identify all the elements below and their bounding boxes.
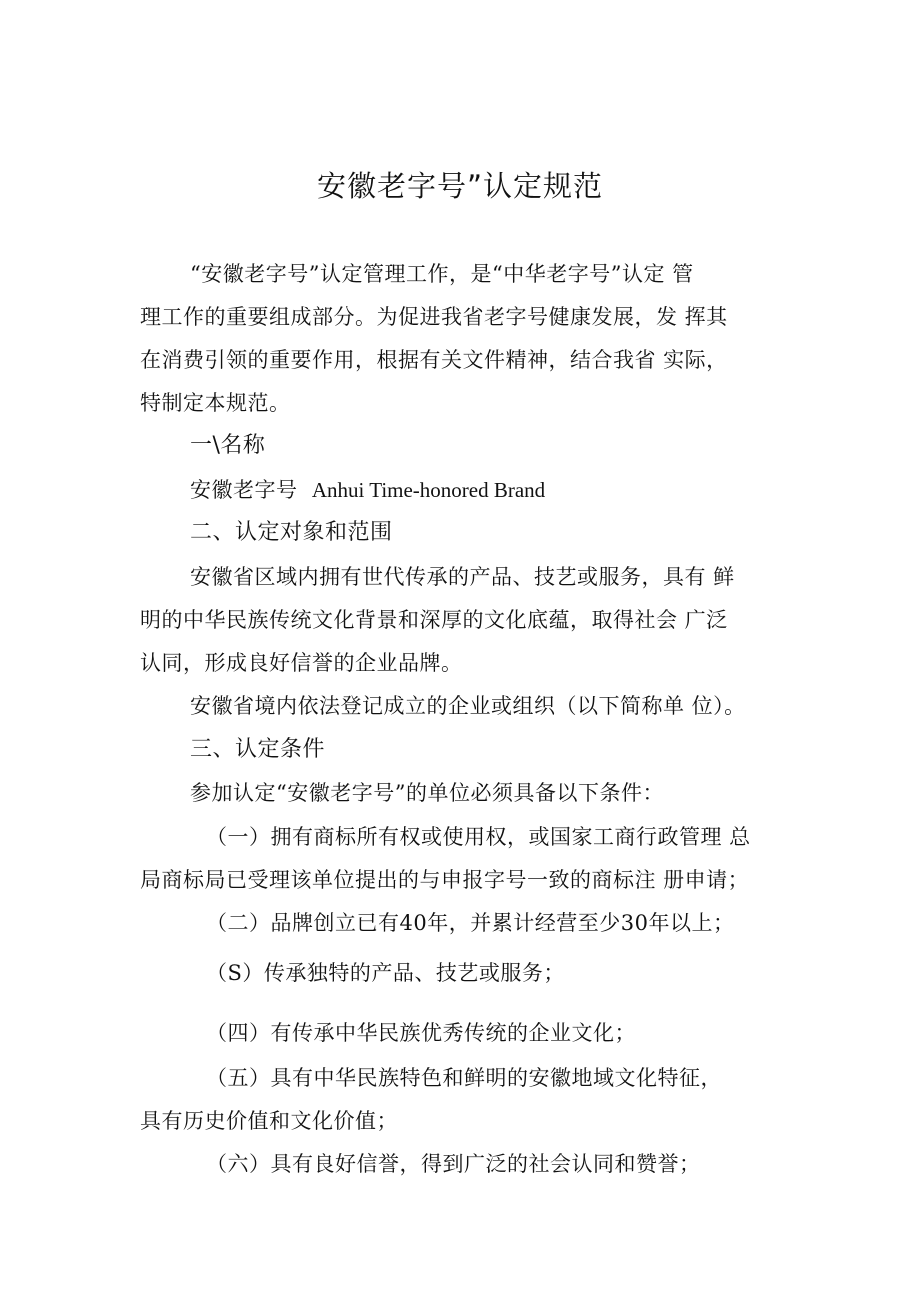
condition-3: （S）传承独特的产品、技艺或服务； — [206, 961, 565, 985]
section-2-heading: 二、认定对象和范围 — [190, 520, 393, 545]
intro-line-3: 在消费引领的重要作用，根据有关文件精神，结合我省 实际， — [140, 348, 728, 372]
condition-1-line-2: 局商标局已受理该单位提出的与申报字号一致的商标注 册申请； — [140, 868, 750, 892]
scope-line-3: 认同，形成良好信誉的企业品牌。 — [140, 651, 463, 675]
intro-line-2: 理工作的重要组成部分。为促进我省老字号健康发展，发 挥其 — [140, 305, 728, 329]
brand-name-cn: 安徽老字号 — [190, 478, 298, 502]
condition-1-line-1: （一）拥有商标所有权或使用权，或国家工商行政管理 总 — [206, 825, 751, 849]
intro-line-4: 特制定本规范。 — [140, 391, 291, 415]
conditions-lead: 参加认定“安徽老字号”的单位必须具备以下条件： — [190, 781, 664, 805]
document-title: 安徽老字号”认定规范 — [316, 169, 604, 203]
scope-line-4: 安徽省境内依法登记成立的企业或组织（以下简称单 位）。 — [190, 694, 746, 718]
condition-2: （二）品牌创立已有40年，并累计经营至少30年以上； — [206, 911, 735, 935]
brand-name-en: Anhui Time-honored Brand — [311, 478, 546, 502]
condition-5-line-2: 具有历史价值和文化价值； — [140, 1109, 398, 1133]
condition-4: （四）有传承中华民族优秀传统的企业文化； — [206, 1021, 636, 1045]
scope-line-2: 明的中华民族传统文化背景和深厚的文化底蕴，取得社会 广泛 — [140, 608, 728, 632]
condition-5-line-1: （五）具有中华民族特色和鲜明的安徽地域文化特征， — [206, 1066, 722, 1090]
scope-line-1: 安徽省区域内拥有世代传承的产品、技艺或服务，具有 鲜 — [190, 565, 735, 589]
condition-6: （六）具有良好信誉，得到广泛的社会认同和赞誉； — [206, 1152, 701, 1176]
intro-line-1: “安徽老字号”认定管理工作，是“中华老字号”认定 管 — [190, 262, 694, 286]
brand-name-line — [190, 475, 545, 505]
section-1-heading: 一\名称 — [190, 433, 266, 458]
section-3-heading: 三、认定条件 — [190, 737, 326, 762]
